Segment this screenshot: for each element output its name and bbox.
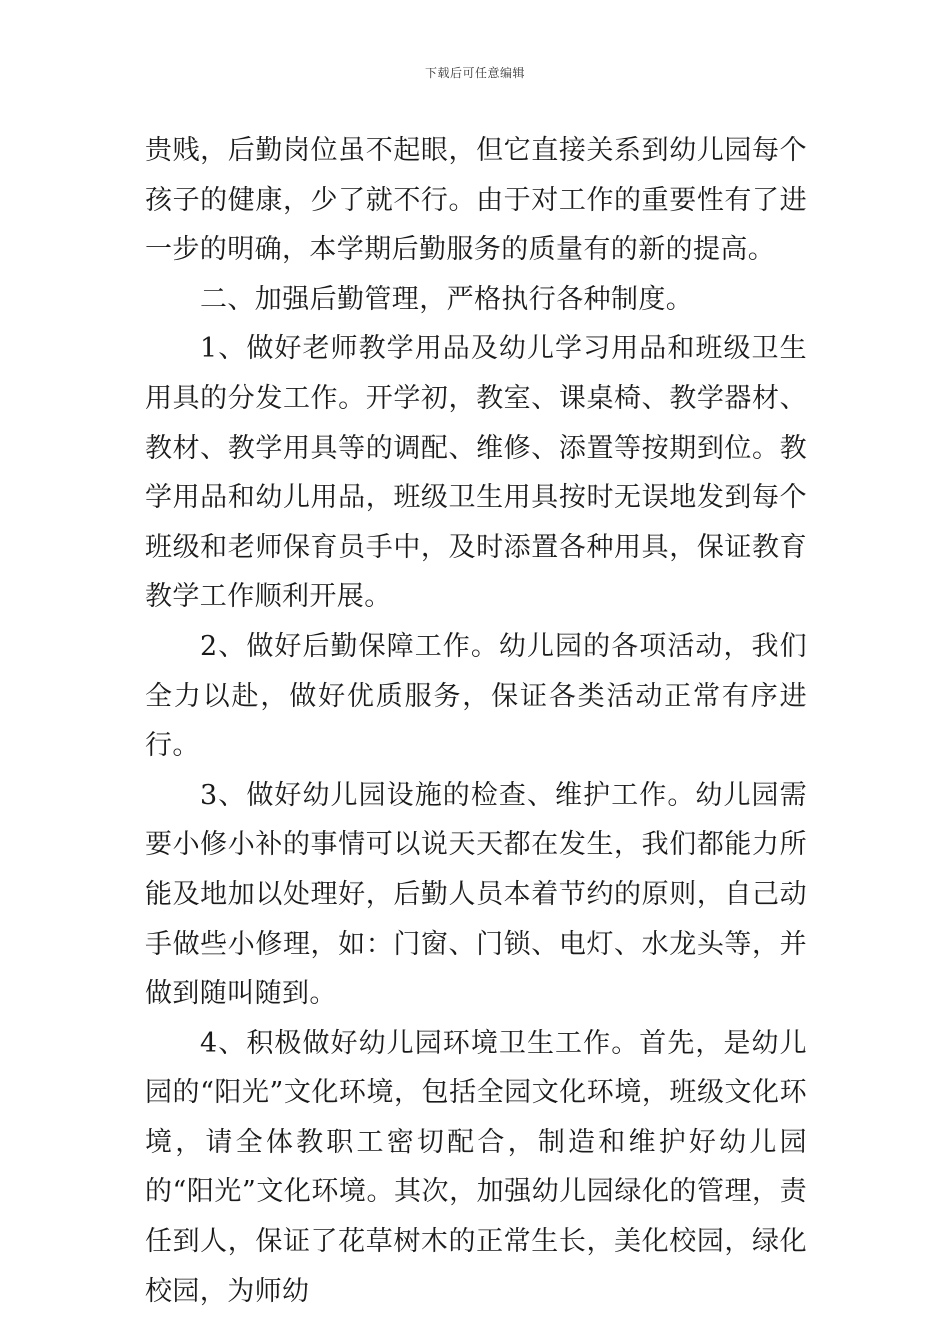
page-header: 下载后可任意编辑	[424, 66, 525, 80]
paragraph-item-4: 4、积极做好幼儿园环境卫生工作。首先，是幼儿园的“阳光”文化环境，包括全园文化环境，班级文化环境，请全体教职工密切配合，制造和维护好幼儿园的“阳光”文化环境。其次，加强幼儿园绿化的管理，责任到人，保证了花草树木的正常生长，美化校园，绿化校园，为师幼	[145, 1027, 807, 1307]
paragraph-item-2: 2、做好后勤保障工作。幼儿园的各项活动，我们全力以赴，做好优质服务，保证各类活动正常有序进行。	[145, 630, 807, 762]
document-body	[145, 126, 807, 1316]
paragraph-item-1: 1、做好老师教学用品及幼儿学习用品和班级卫生用具的分发工作。开学初，教室、课桌椅、教学器材、教材、教学用具等的调配、维修、添置等按期到位。教学用品和幼儿用品，班级卫生用具按时无误地发到每个班级和老师保育员手中，及时添置各种用具，保证教育教学工作顺利开展。	[145, 333, 807, 613]
paragraph-continuation: 贵贱，后勤岗位虽不起眼，但它直接关系到幼儿园每个孩子的健康，少了就不行。由于对工作的重要性有了进一步的明确，本学期后勤服务的质量有的新的提高。	[145, 135, 807, 266]
section-heading-logistics-management: 二、加强后勤管理，严格执行各种制度。	[200, 283, 694, 315]
paragraph-item-3: 3、做好幼儿园设施的检查、维护工作。幼儿园需要小修小补的事情可以说天天都在发生，我们都能力所能及地加以处理好，后勤人员本着节约的原则，自己动手做些小修理，如：门窗、门锁、电灯、水龙头等，并做到随叫随到。	[145, 779, 807, 1010]
